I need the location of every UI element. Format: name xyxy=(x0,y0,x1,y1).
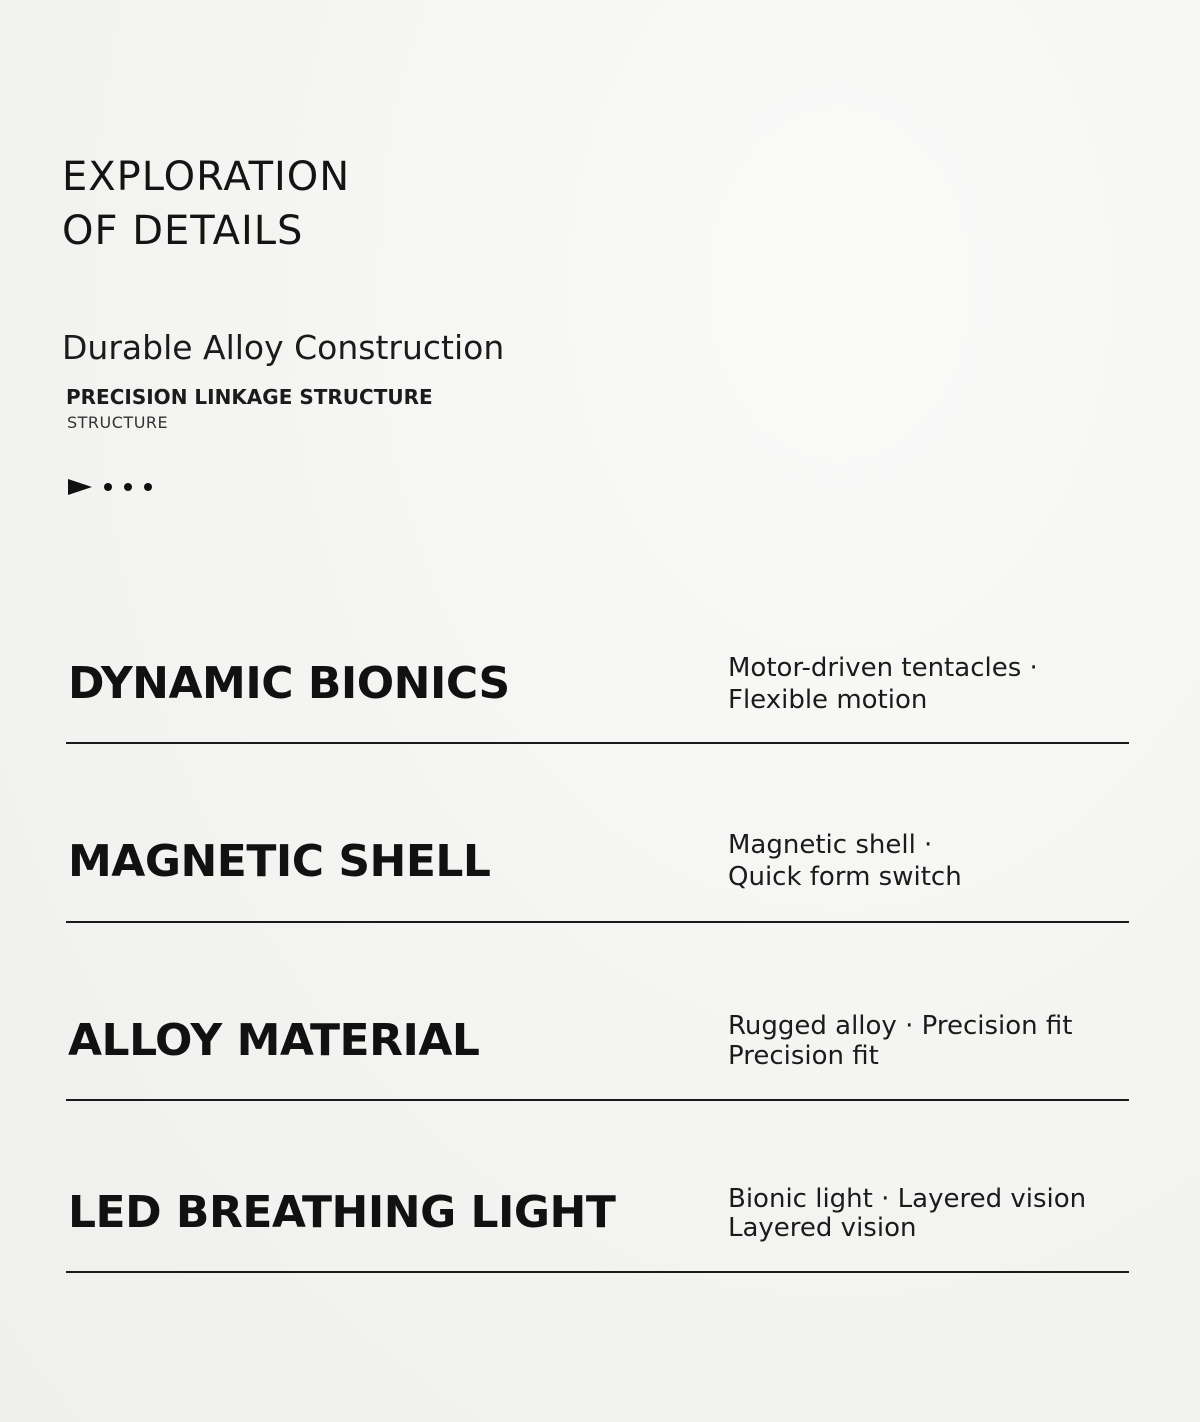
feature-description-line-1: Bionic light · Layered vision xyxy=(728,1184,1087,1214)
feature-description xyxy=(728,652,1128,716)
feature-row-alloy-material xyxy=(66,979,1129,1101)
feature-row-dynamic-bionics xyxy=(66,622,1129,744)
feature-description xyxy=(728,1185,1128,1243)
page-title xyxy=(62,150,350,258)
feature-description xyxy=(728,829,1128,893)
feature-description-line-2: Precision fit xyxy=(728,1041,879,1071)
page-subtitle: Durable Alloy Construction xyxy=(62,328,505,367)
feature-title: LED BREATHING LIGHT xyxy=(68,1187,616,1238)
feature-title: ALLOY MATERIAL xyxy=(68,1015,480,1066)
page-title-line-2: OF DETAILS xyxy=(62,208,304,254)
feature-row-magnetic-shell xyxy=(66,801,1129,923)
feature-title: MAGNETIC SHELL xyxy=(68,836,491,887)
pager-dot-icon xyxy=(104,483,112,491)
feature-title: DYNAMIC BIONICS xyxy=(68,658,510,709)
pager xyxy=(68,476,164,498)
feature-row-led-breathing-light xyxy=(66,1151,1129,1273)
feature-description-line-1: Motor-driven tentacles · xyxy=(728,653,1038,683)
feature-description-line-2: Flexible motion xyxy=(728,685,928,715)
caption-sub: STRUCTURE xyxy=(67,413,169,432)
feature-description xyxy=(728,1011,1128,1071)
feature-description-line-2: Quick form switch xyxy=(728,862,962,892)
page-title-line-1: EXPLORATION xyxy=(62,154,351,200)
pager-dot-icon xyxy=(144,483,152,491)
caption-main: PRECISION LINKAGE STRUCTURE xyxy=(66,385,433,409)
feature-description-line-2: Layered vision xyxy=(728,1213,917,1243)
pager-dot-icon xyxy=(124,483,132,491)
feature-description-line-1: Rugged alloy · Precision fit xyxy=(728,1011,1073,1041)
feature-description-line-1: Magnetic shell · xyxy=(728,830,933,860)
play-arrow-icon xyxy=(68,479,92,495)
